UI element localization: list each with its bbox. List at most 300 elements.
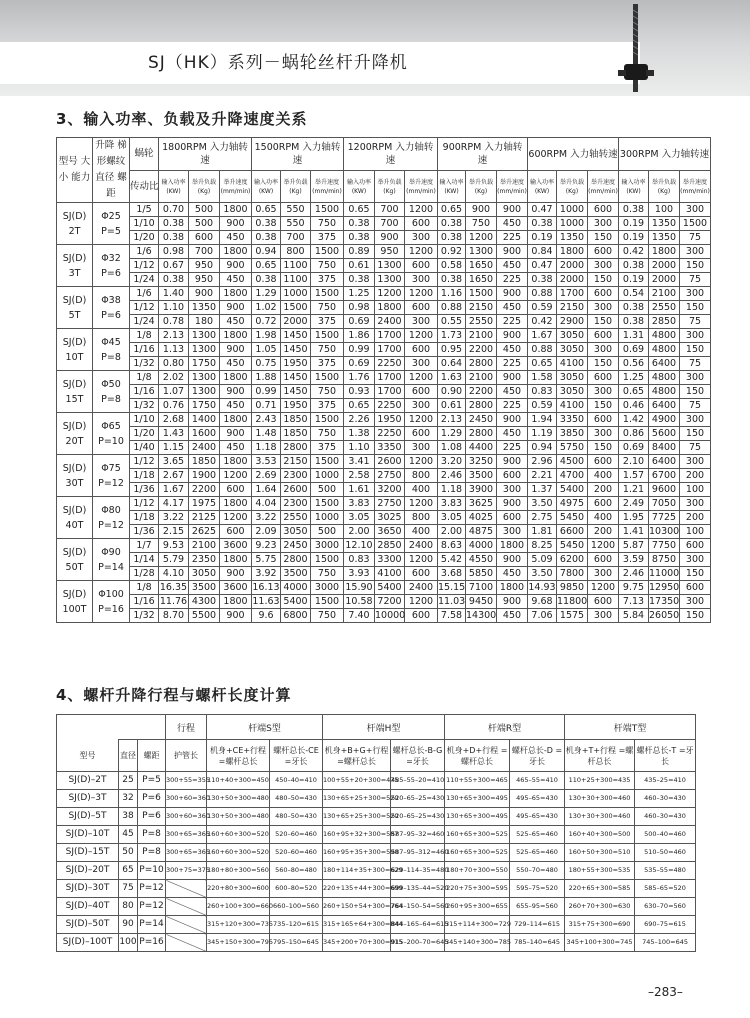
value-cell: 100 — [649, 203, 680, 217]
value-cell: 300 — [497, 525, 528, 539]
table-cell: 690–75=615 — [635, 916, 696, 934]
value-cell: 3.41 — [344, 455, 375, 469]
screw-cell: Φ50 P=8 — [93, 371, 130, 413]
value-cell: 600 — [497, 469, 528, 483]
value-cell: 2250 — [375, 399, 405, 413]
ratio-cell: 1/14 — [130, 553, 159, 567]
value-cell: 9450 — [466, 595, 497, 609]
value-cell: 15.15 — [438, 582, 466, 593]
value-cell: 2.13 — [438, 413, 466, 427]
value-cell: 4900 — [649, 413, 680, 427]
value-cell: 0.76 — [159, 399, 189, 413]
value-cell: 2.75 — [528, 511, 557, 525]
table-row — [57, 553, 711, 567]
value-cell: 0.80 — [159, 357, 189, 371]
ratio-cell: 1/18 — [130, 469, 159, 483]
value-cell: 900 — [497, 329, 528, 343]
value-cell: 150 — [680, 343, 711, 357]
value-cell: 7725 — [649, 511, 680, 525]
value-cell: 1.63 — [438, 371, 466, 385]
value-cell: 1300 — [466, 245, 497, 259]
value-cell: 1200 — [405, 371, 438, 385]
value-cell: 4875 — [466, 525, 497, 539]
table-cell: 38 — [119, 808, 138, 826]
value-cell: 950 — [375, 245, 405, 259]
table-cell: P=5 — [138, 772, 166, 790]
value-cell: 8750 — [649, 553, 680, 567]
ratio-cell: 1/8 — [130, 371, 159, 385]
value-cell: 600 — [588, 287, 619, 301]
value-cell: 2.26 — [344, 413, 375, 427]
table-cell: 844–165–64=615 — [391, 916, 445, 934]
value-cell: 2000 — [557, 273, 588, 287]
table-row — [57, 301, 711, 315]
value-cell: 1100 — [281, 273, 311, 287]
value-cell: 4000 — [466, 539, 497, 553]
value-cell: 300 — [405, 231, 438, 245]
value-cell: 0.90 — [438, 385, 466, 399]
value-cell: 100 — [680, 483, 711, 497]
value-cell: 3000 — [311, 539, 344, 553]
table-cell: 660–100=560 — [270, 898, 323, 916]
value-cell: 0.88 — [528, 343, 557, 357]
value-cell: 1.31 — [619, 329, 649, 343]
value-cell: 300 — [680, 553, 711, 567]
table-row — [57, 808, 696, 826]
table-row — [57, 790, 696, 808]
value-cell: 3000 — [311, 581, 344, 595]
value-cell: 0.71 — [252, 399, 281, 413]
value-cell: 2400 — [405, 539, 438, 553]
table-cell: 260+100+300=660 — [207, 898, 270, 916]
value-cell: 2250 — [375, 427, 405, 441]
table-row — [57, 595, 711, 609]
value-cell: 9.68 — [528, 595, 557, 609]
value-cell: 2200 — [466, 343, 497, 357]
value-cell: 1350 — [649, 231, 680, 245]
value-cell: 2200 — [466, 385, 497, 399]
table-row — [57, 203, 711, 217]
value-cell: 1800 — [220, 287, 252, 301]
value-cell: 0.38 — [344, 273, 375, 287]
sub-header: 螺杆总长-B-G =牙长 — [391, 740, 445, 772]
value-cell: 600 — [405, 427, 438, 441]
value-cell: 1800 — [375, 301, 405, 315]
table-cell: 45 — [119, 826, 138, 844]
table-cell: P=14 — [138, 916, 166, 934]
value-cell: 1300 — [189, 385, 220, 399]
value-cell: 0.47 — [528, 203, 557, 217]
value-cell: 2.21 — [528, 469, 557, 483]
value-cell: 750 — [311, 301, 344, 315]
value-cell: 1450 — [281, 329, 311, 343]
value-cell: 1.07 — [159, 385, 189, 399]
table-cell: P=6 — [138, 808, 166, 826]
value-cell: 2200 — [189, 483, 220, 497]
value-cell: 6200 — [557, 553, 588, 567]
value-cell: 1500 — [311, 203, 344, 217]
value-cell: 600 — [405, 567, 438, 581]
value-cell: 1950 — [375, 413, 405, 427]
value-cell: 1.64 — [252, 483, 281, 497]
table-cell: 465–55=410 — [510, 772, 565, 790]
table-cell — [166, 880, 207, 898]
table-cell: 525–65=460 — [510, 826, 565, 844]
value-cell: 0.59 — [528, 399, 557, 413]
model-cell: SJ(D) 3T — [57, 245, 93, 287]
value-cell: 7.40 — [344, 609, 375, 623]
value-cell: 700 — [375, 217, 405, 231]
value-cell: 11.63 — [252, 596, 280, 607]
value-cell: 75 — [680, 273, 711, 287]
table-cell: 450–40=410 — [270, 772, 323, 790]
value-cell: 300 — [680, 245, 711, 259]
value-cell: 375 — [311, 273, 344, 287]
value-cell: 3.68 — [438, 567, 466, 581]
value-cell: 1800 — [220, 553, 252, 567]
value-cell: 2100 — [466, 371, 497, 385]
value-cell: 2750 — [375, 469, 405, 483]
value-cell: 1500 — [311, 497, 344, 511]
value-cell: 600 — [588, 245, 619, 259]
value-cell: 1450 — [281, 385, 311, 399]
table-row — [57, 511, 711, 525]
value-cell: 10000 — [375, 610, 406, 621]
value-cell: 600 — [588, 595, 619, 609]
table-cell: 587–95–312=460 — [391, 844, 445, 862]
table-cell: 300+60=360 — [166, 790, 207, 808]
value-cell: 1350 — [189, 301, 220, 315]
value-cell: 9.6 — [252, 609, 281, 623]
model-cell: SJ(D) 15T — [57, 371, 93, 413]
table-cell: 587–95–32=460 — [391, 826, 445, 844]
value-cell: 1800 — [220, 371, 252, 385]
value-cell: 2550 — [649, 301, 680, 315]
table-row — [57, 497, 711, 511]
value-cell: 700 — [281, 231, 311, 245]
value-cell: 0.38 — [619, 259, 649, 273]
value-cell: 1.37 — [528, 483, 557, 497]
table-cell: 460–30=430 — [635, 808, 696, 826]
value-cell: 600 — [588, 203, 619, 217]
value-cell: 1500 — [680, 217, 711, 231]
value-cell: 2.68 — [159, 413, 189, 427]
value-cell: 150 — [680, 609, 711, 623]
table-row — [57, 231, 711, 245]
value-cell: 1500 — [311, 553, 344, 567]
sub-header-power: 输入功率 (KW) — [528, 171, 557, 203]
table-cell: 435–25=410 — [635, 772, 696, 790]
value-cell: 0.38 — [344, 217, 375, 231]
value-cell: 900 — [497, 497, 528, 511]
value-cell: 300 — [588, 301, 619, 315]
value-cell: 300 — [680, 329, 711, 343]
ratio-cell: 1/20 — [130, 427, 159, 441]
sub-header-power: 输入功率 (KW) — [619, 171, 649, 203]
col-screw-header: 升降 梯形螺纹 直径 螺距 — [93, 138, 130, 203]
value-cell: 0.99 — [344, 343, 375, 357]
ratio-cell: 1/7 — [130, 539, 159, 553]
value-cell: 375 — [311, 231, 344, 245]
value-cell: 300 — [588, 385, 619, 399]
value-cell: 0.19 — [619, 217, 649, 231]
sub-header: 螺杆总长-T =牙长 — [635, 740, 696, 772]
table-cell: P=10 — [138, 862, 166, 880]
value-cell: 300 — [405, 357, 438, 371]
value-cell: 1400 — [189, 413, 220, 427]
table-cell: 495–65=430 — [510, 808, 565, 826]
value-cell: 1500 — [311, 329, 344, 343]
table-cell: SJ(D)–5T — [57, 808, 119, 826]
sub-header-load: 举升负载 (Kg) — [375, 171, 405, 203]
value-cell: 1500 — [311, 413, 344, 427]
table-cell: 315+165+64+300=844 — [323, 916, 391, 934]
value-cell: 0.69 — [344, 315, 375, 329]
sub-header-speed: 举升速度 (mm/min) — [680, 171, 711, 203]
ratio-cell: 1/12 — [130, 455, 159, 469]
value-cell: 3050 — [189, 567, 220, 581]
value-cell: 5.75 — [252, 553, 281, 567]
value-cell: 150 — [588, 315, 619, 329]
value-cell: 1.88 — [252, 371, 281, 385]
table-row — [57, 287, 711, 301]
value-cell: 15.90 — [345, 582, 373, 593]
value-cell: 200 — [588, 525, 619, 539]
value-cell: 1700 — [375, 385, 405, 399]
value-cell: 2300 — [281, 469, 311, 483]
value-cell: 1.41 — [619, 525, 649, 539]
table-cell: SJ(D)–30T — [57, 880, 119, 898]
value-cell: 0.89 — [344, 245, 375, 259]
table-cell: 300+65=365 — [166, 844, 207, 862]
value-cell: 2.09 — [252, 525, 281, 539]
value-cell: 600 — [405, 385, 438, 399]
value-cell: 9.53 — [159, 539, 189, 553]
value-cell: 3.65 — [159, 455, 189, 469]
value-cell: 0.38 — [159, 217, 189, 231]
value-cell: 375 — [311, 441, 344, 455]
value-cell: 150 — [588, 231, 619, 245]
table-cell: 345+150+300=795 — [207, 934, 270, 952]
value-cell: 2800 — [466, 357, 497, 371]
value-cell: 225 — [497, 357, 528, 371]
table-cell: 345+140+300=785 — [445, 934, 510, 952]
value-cell: 0.70 — [159, 203, 189, 217]
value-cell: 0.46 — [619, 399, 649, 413]
value-cell: 1200 — [405, 497, 438, 511]
value-cell: 150 — [588, 441, 619, 455]
value-cell: 900 — [220, 259, 252, 273]
value-cell: 2100 — [189, 539, 220, 553]
value-cell: 2.46 — [619, 567, 649, 581]
value-cell: 600 — [588, 329, 619, 343]
value-cell: 150 — [680, 567, 711, 581]
table-row — [57, 862, 696, 880]
type-t-header: 杆端T型 — [565, 715, 696, 740]
table-row — [57, 385, 711, 399]
value-cell: 1.10 — [159, 301, 189, 315]
table-cell: 600–80=520 — [270, 880, 323, 898]
value-cell: 3050 — [557, 371, 588, 385]
value-cell: 1.81 — [528, 525, 557, 539]
table-cell: 315+75+300=690 — [565, 916, 635, 934]
value-cell: 1000 — [281, 287, 311, 301]
table-row — [57, 916, 696, 934]
sub-header-load: 举升负载 (Kg) — [189, 171, 220, 203]
value-cell: 600 — [405, 609, 438, 623]
table-cell: 65 — [119, 862, 138, 880]
value-cell: 11800 — [557, 596, 588, 607]
value-cell: 800 — [405, 511, 438, 525]
table-cell: 535–55=480 — [635, 862, 696, 880]
ratio-cell: 1/24 — [130, 315, 159, 329]
value-cell: 3.83 — [344, 497, 375, 511]
value-cell: 8.63 — [438, 539, 466, 553]
value-cell: 2.43 — [252, 413, 281, 427]
value-cell: 1300 — [375, 259, 405, 273]
value-cell: 3.20 — [438, 455, 466, 469]
value-cell: 500 — [189, 217, 220, 231]
value-cell: 2400 — [189, 441, 220, 455]
value-cell: 1500 — [466, 287, 497, 301]
value-cell: 2550 — [466, 315, 497, 329]
table-cell: SJ(D)–3T — [57, 790, 119, 808]
table-cell: 130+30+300=460 — [565, 790, 635, 808]
table-cell: 220+65+300=585 — [565, 880, 635, 898]
screw-jack-icon — [616, 4, 656, 92]
ratio-cell: 1/6 — [130, 287, 159, 301]
rpm-group-header: 1200RPM 入力轴转速 — [344, 138, 438, 171]
value-cell: 1500 — [311, 245, 344, 259]
value-cell: 225 — [497, 273, 528, 287]
table-cell: 520–60=460 — [270, 826, 323, 844]
value-cell: 0.75 — [252, 357, 281, 371]
value-cell: 1800 — [220, 329, 252, 343]
table-cell: 130+50+300=480 — [207, 790, 270, 808]
value-cell: 900 — [497, 203, 528, 217]
table-row — [57, 455, 711, 469]
value-cell: 1850 — [281, 413, 311, 427]
type-s-header: 杆端S型 — [207, 715, 323, 740]
value-cell: 1200 — [405, 287, 438, 301]
value-cell: 300 — [497, 483, 528, 497]
value-cell: 14.93 — [528, 582, 556, 593]
value-cell: 750 — [466, 217, 497, 231]
value-cell: 500 — [311, 483, 344, 497]
blank-corner — [57, 715, 166, 740]
rpm-group-header: 600RPM 入力轴转速 — [528, 138, 619, 171]
value-cell: 5450 — [557, 511, 588, 525]
rpm-group-header: 1500RPM 入力轴转速 — [252, 138, 344, 171]
sub-header: 机身+B+G+行程 =螺杆总长 — [323, 740, 391, 772]
value-cell: 900 — [375, 231, 405, 245]
value-cell: 1950 — [281, 399, 311, 413]
table-cell — [166, 898, 207, 916]
value-cell: 3850 — [557, 427, 588, 441]
value-cell: 500 — [311, 525, 344, 539]
table-cell: 460–30=430 — [635, 790, 696, 808]
value-cell: 3025 — [375, 511, 405, 525]
table-row — [57, 525, 711, 539]
value-cell: 0.65 — [344, 399, 375, 413]
value-cell: 0.65 — [252, 203, 281, 217]
table-cell: SJ(D)–50T — [57, 916, 119, 934]
col-pitch-header: 螺距 — [138, 740, 166, 772]
value-cell: 1.05 — [252, 343, 281, 357]
value-cell: 450 — [220, 231, 252, 245]
table-cell: 260+150+54+300=764 — [323, 898, 391, 916]
screw-cell: Φ65 P=10 — [93, 413, 130, 455]
value-cell: 1200 — [220, 511, 252, 525]
ratio-cell: 1/12 — [130, 301, 159, 315]
value-cell: 16.35 — [159, 582, 188, 593]
value-cell: 1000 — [557, 203, 588, 217]
table-cell: 520–60=460 — [270, 844, 323, 862]
table-row — [57, 539, 711, 553]
value-cell: 0.98 — [159, 245, 189, 259]
value-cell: 6600 — [557, 525, 588, 539]
table-cell: 655–95=560 — [510, 898, 565, 916]
value-cell: 2.58 — [344, 469, 375, 483]
value-cell: 1500 — [311, 287, 344, 301]
value-cell: 450 — [497, 217, 528, 231]
value-cell: 200 — [588, 483, 619, 497]
value-cell: 400 — [588, 469, 619, 483]
table-cell: SJ(D)–20T — [57, 862, 119, 880]
table-cell — [166, 916, 207, 934]
value-cell: 2.13 — [159, 329, 189, 343]
value-cell: 2150 — [557, 301, 588, 315]
value-cell: 5.84 — [619, 609, 649, 623]
sub-header-power: 输入功率 (KW) — [344, 171, 375, 203]
value-cell: 3.05 — [438, 511, 466, 525]
table-cell: 220+80+300=600 — [207, 880, 270, 898]
page-title: SJ（HK）系列－蜗轮丝杆升降机 — [148, 53, 408, 73]
table-row — [57, 483, 711, 497]
value-cell: 1.58 — [528, 371, 557, 385]
value-cell: 3050 — [557, 385, 588, 399]
value-cell: 1600 — [189, 427, 220, 441]
table-cell: 345+200+70+300=915 — [323, 934, 391, 952]
value-cell: 900 — [497, 553, 528, 567]
value-cell: 450 — [497, 385, 528, 399]
value-cell: 225 — [497, 441, 528, 455]
value-cell: 600 — [588, 497, 619, 511]
table-cell: P=16 — [138, 934, 166, 952]
value-cell: 0.94 — [252, 245, 281, 259]
value-cell: 4.04 — [252, 497, 281, 511]
value-cell: 9.23 — [252, 539, 281, 553]
value-cell: 1800 — [649, 245, 680, 259]
table-cell: 480–50=430 — [270, 790, 323, 808]
value-cell: 9.75 — [619, 581, 649, 595]
value-cell: 12.10 — [345, 540, 373, 551]
value-cell: 0.54 — [619, 287, 649, 301]
value-cell: 1000 — [557, 217, 588, 231]
sub-header-speed: 举升速度 (mm/min) — [497, 171, 528, 203]
value-cell: 450 — [220, 315, 252, 329]
col-ratio-header: 传动比 — [130, 171, 159, 203]
value-cell: 150 — [680, 427, 711, 441]
value-cell: 3050 — [557, 329, 588, 343]
value-cell: 0.19 — [619, 231, 649, 245]
value-cell: 1800 — [220, 455, 252, 469]
screw-cell: Φ80 P=12 — [93, 497, 130, 539]
value-cell: 5.42 — [438, 553, 466, 567]
ratio-cell: 1/28 — [130, 567, 159, 581]
value-cell: 2600 — [281, 483, 311, 497]
table-row — [57, 844, 696, 862]
